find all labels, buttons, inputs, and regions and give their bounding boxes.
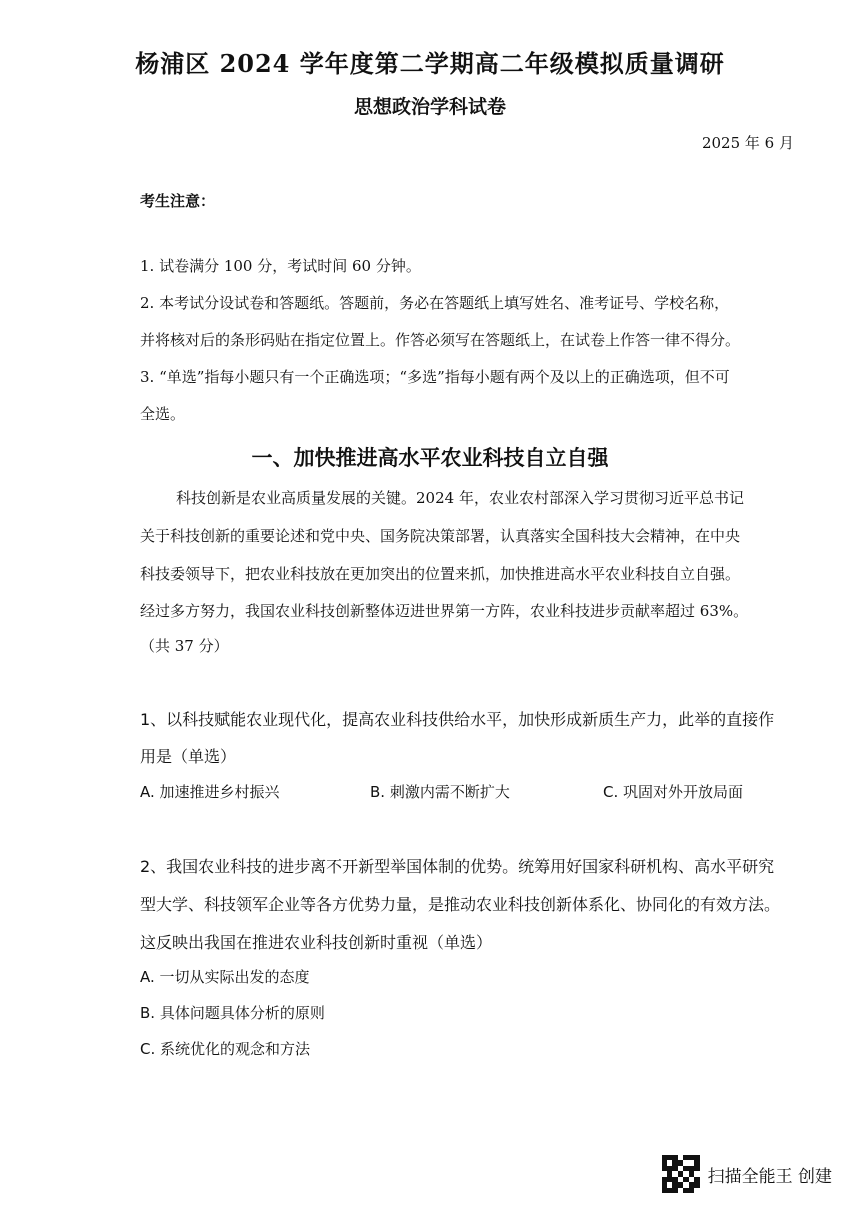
notice-line: 3. “单选”指每小题只有一个正确选项；“多选”指每小题有两个及以上的正确选项，但不可 (140, 368, 730, 386)
exam-subtitle: 思想政治学科试卷 (353, 96, 506, 118)
q2-option-b: B. 具体问题具体分析的原则 (140, 1004, 325, 1022)
intro-line: 经过多方努力，我国农业科技创新整体迈进世界第一方阵，农业科技进步贡献率超过 63%。 (140, 602, 749, 620)
question-2-line: 型大学、科技领军企业等各方优势力量，是推动农业科技创新体系化、协同化的有效方法。 (140, 895, 781, 914)
watermark-text: 扫描全能王 创建 (707, 1166, 832, 1187)
question-1-line: 1、以科技赋能农业现代化，提高农业科技供给水平，加快形成新质生产力，此举的直接作 (140, 710, 775, 729)
notice-heading: 考生注意： (140, 192, 216, 210)
notice-line: 1. 试卷满分 100 分，考试时间 60 分钟。 (140, 257, 421, 275)
section-title: 一、加快推进高水平农业科技自立自强 (251, 445, 609, 470)
intro-line: （共 37 分） (140, 637, 229, 655)
question-2-line: 这反映出我国在推进农业科技创新时重视（单选） (140, 933, 493, 952)
q2-option-c: C. 系统优化的观念和方法 (140, 1040, 311, 1058)
q1-option-b: B. 刺激内需不断扩大 (370, 783, 510, 801)
q2-option-a: A. 一切从实际出发的态度 (140, 968, 310, 986)
question-2-line: 2、我国农业科技的进步离不开新型举国体制的优势。统筹用好国家科研机构、高水平研究 (140, 857, 775, 876)
notice-line: 并将核对后的条形码贴在指定位置上。作答必须写在答题纸上，在试卷上作答一律不得分。 (140, 331, 741, 349)
question-1-line: 用是（单选） (140, 747, 237, 766)
notice-line: 2. 本考试分设试卷和答题纸。答题前，务必在答题纸上填写姓名、准考证号、学校名称， (140, 294, 730, 312)
q1-option-a: A. 加速推进乡村振兴 (140, 783, 280, 801)
scanner-watermark (662, 1155, 832, 1193)
intro-line: 关于科技创新的重要论述和党中央、国务院决策部署，认真落实全国科技大会精神，在中央 (140, 527, 741, 545)
notice-line: 全选。 (140, 405, 186, 423)
intro-line: 科技创新是农业高质量发展的关键。2024 年，农业农村部深入学习贯彻习近平总书记 (176, 489, 744, 507)
qr-code-icon (662, 1155, 700, 1193)
exam-date: 2025 年 6 月 (701, 134, 794, 152)
intro-line: 科技委领导下，把农业科技放在更加突出的位置来抓，加快推进高水平农业科技自立自强。 (140, 565, 741, 583)
exam-title: 杨浦区 2024 学年度第二学期高二年级模拟质量调研 (135, 49, 725, 78)
q1-option-c: C. 巩固对外开放局面 (603, 783, 744, 801)
